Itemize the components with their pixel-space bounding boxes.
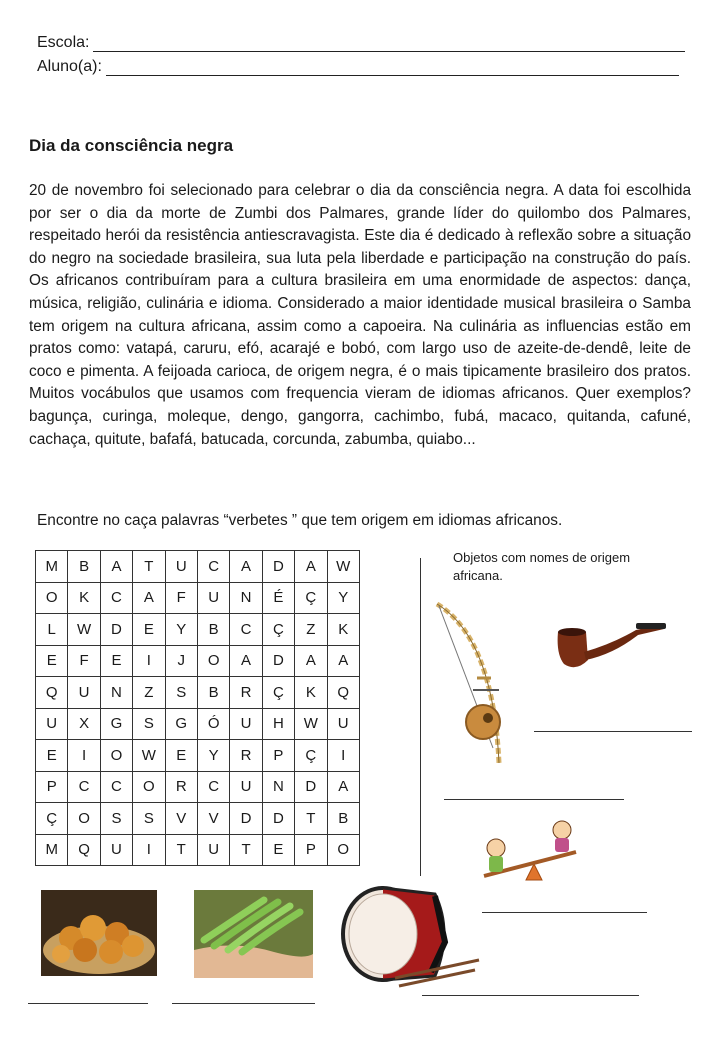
school-label: Escola: <box>37 34 90 51</box>
grid-cell[interactable]: V <box>165 803 197 835</box>
grid-cell[interactable]: A <box>230 645 262 677</box>
grid-cell[interactable]: A <box>100 551 132 583</box>
student-field-row <box>37 58 679 76</box>
objects-caption: Objetos com nomes de origem africana. <box>453 550 631 583</box>
grid-cell[interactable]: C <box>100 582 132 614</box>
grid-cell[interactable]: E <box>100 645 132 677</box>
grid-cell[interactable]: F <box>165 582 197 614</box>
body-paragraph: 20 de novembro foi selecionado para celebrar o dia da consciência negra. A data foi escolhida por ser o dia da morte de Zumbi dos Palmares, grande líder do quilombo dos Palmares, respeitado herói da resistência antiescravagista. Este dia é dedicado à reflexão sobre a situação do negro na sociedade brasileira, sua luta pela liberdade e participação na construção do país. Os africanos contribuíram para a cultura brasileira em uma enormidade de aspectos: dança, música, religião, culinária e idioma. Considerado a maior identidade musical brasileira o Samba tem origem na cultura africana, assim como a capoeira. Na culinária as influencias estão em pratos como: vatapá, caruru, efó, acarajé e bobó, com largo uso de azeite-de-dendê, leite de coco e pimenta. A feijoada carioca, de origem negra, é o mais tipicamente brasileiro dos pratos. Muitos vocábulos que usamos com frequencia vieram de idiomas africanos. Quer exemplos? bagunça, curinga, moleque, dengo, gangorra, cachimbo, fubá, macaco, quitanda, cafuné, cachaça, quitute, bafafá, batucada, corcunda, zabumba, quiabo... <box>29 182 691 448</box>
grid-cell[interactable]: U <box>230 708 262 740</box>
grid-cell[interactable]: Ç <box>295 582 327 614</box>
grid-cell[interactable]: R <box>165 771 197 803</box>
grid-cell[interactable]: S <box>100 803 132 835</box>
grid-cell[interactable]: D <box>100 614 132 646</box>
answer-line-acaraje[interactable] <box>28 1003 148 1004</box>
grid-cell[interactable]: A <box>133 582 165 614</box>
grid-cell[interactable]: O <box>327 834 359 866</box>
answer-line-berimbau[interactable] <box>444 799 624 800</box>
grid-row <box>36 677 360 709</box>
grid-cell[interactable]: S <box>133 708 165 740</box>
grid-cell[interactable]: A <box>295 551 327 583</box>
grid-cell[interactable]: Y <box>165 614 197 646</box>
grid-cell[interactable]: D <box>295 771 327 803</box>
grid-cell[interactable]: U <box>197 582 229 614</box>
grid-cell[interactable]: W <box>68 614 100 646</box>
grid-cell[interactable]: D <box>262 551 294 583</box>
grid-cell[interactable]: W <box>133 740 165 772</box>
grid-cell[interactable]: Ó <box>197 708 229 740</box>
grid-cell[interactable]: C <box>68 771 100 803</box>
grid-cell[interactable]: W <box>327 551 359 583</box>
grid-cell[interactable]: M <box>36 551 68 583</box>
grid-cell[interactable]: Y <box>197 740 229 772</box>
grid-cell[interactable]: S <box>133 803 165 835</box>
word-search-instruction: Encontre no caça palavras “verbetes ” que tem origem em idiomas africanos. <box>37 512 563 529</box>
grid-cell[interactable]: C <box>100 771 132 803</box>
drum-image <box>335 882 481 992</box>
grid-cell[interactable]: C <box>230 614 262 646</box>
grid-cell[interactable]: O <box>133 771 165 803</box>
grid-cell[interactable]: U <box>100 834 132 866</box>
seesaw-image <box>478 818 582 890</box>
grid-cell[interactable]: I <box>133 645 165 677</box>
grid-cell[interactable]: P <box>262 740 294 772</box>
grid-cell[interactable]: D <box>262 645 294 677</box>
grid-cell[interactable]: T <box>230 834 262 866</box>
berimbau-image <box>433 598 511 770</box>
grid-cell[interactable]: H <box>262 708 294 740</box>
grid-cell[interactable]: F <box>68 645 100 677</box>
grid-cell[interactable]: N <box>230 582 262 614</box>
grid-row <box>36 708 360 740</box>
grid-cell[interactable]: G <box>165 708 197 740</box>
grid-cell[interactable]: D <box>230 803 262 835</box>
school-input-line[interactable] <box>93 35 685 52</box>
grid-cell[interactable]: M <box>36 834 68 866</box>
grid-cell[interactable]: G <box>100 708 132 740</box>
grid-cell[interactable]: B <box>197 677 229 709</box>
grid-row <box>36 803 360 835</box>
grid-cell[interactable]: N <box>262 771 294 803</box>
grid-row <box>36 645 360 677</box>
grid-cell[interactable]: P <box>295 834 327 866</box>
grid-cell[interactable]: Ç <box>295 740 327 772</box>
grid-cell[interactable]: E <box>36 645 68 677</box>
grid-cell[interactable]: I <box>327 740 359 772</box>
grid-cell[interactable]: U <box>197 834 229 866</box>
answer-line-pipe[interactable] <box>534 731 692 732</box>
grid-cell[interactable]: K <box>295 677 327 709</box>
grid-cell[interactable]: W <box>295 708 327 740</box>
grid-cell[interactable]: T <box>295 803 327 835</box>
grid-cell[interactable]: R <box>230 677 262 709</box>
grid-cell[interactable]: O <box>197 645 229 677</box>
grid-cell[interactable]: O <box>68 803 100 835</box>
grid-cell[interactable]: Ç <box>262 677 294 709</box>
grid-cell[interactable]: É <box>262 582 294 614</box>
grid-cell[interactable]: V <box>197 803 229 835</box>
grid-cell[interactable]: K <box>327 614 359 646</box>
okra-image <box>194 890 313 978</box>
grid-cell[interactable]: P <box>36 771 68 803</box>
grid-cell[interactable]: R <box>230 740 262 772</box>
grid-cell[interactable]: Q <box>36 677 68 709</box>
grid-cell[interactable]: U <box>327 708 359 740</box>
grid-cell[interactable]: Y <box>327 582 359 614</box>
grid-cell[interactable]: Ç <box>36 803 68 835</box>
grid-row <box>36 740 360 772</box>
page-title: Dia da consciência negra <box>29 136 234 155</box>
grid-cell[interactable]: Q <box>327 677 359 709</box>
word-search-grid <box>35 550 360 866</box>
grid-cell[interactable]: B <box>197 614 229 646</box>
grid-cell[interactable]: I <box>133 834 165 866</box>
grid-cell[interactable]: N <box>100 677 132 709</box>
grid-cell[interactable]: U <box>68 677 100 709</box>
grid-cell[interactable]: X <box>68 708 100 740</box>
grid-cell[interactable]: U <box>165 551 197 583</box>
grid-cell[interactable]: J <box>165 645 197 677</box>
school-field-row <box>37 34 685 52</box>
answer-line-seesaw[interactable] <box>482 912 647 913</box>
grid-cell[interactable]: A <box>327 645 359 677</box>
grid-row <box>36 614 360 646</box>
grid-cell[interactable]: T <box>165 834 197 866</box>
grid-cell[interactable]: Z <box>295 614 327 646</box>
grid-cell[interactable]: Ç <box>262 614 294 646</box>
pipe-image <box>552 614 670 676</box>
grid-cell[interactable]: T <box>133 551 165 583</box>
grid-cell[interactable]: C <box>197 551 229 583</box>
grid-cell[interactable]: S <box>165 677 197 709</box>
grid-cell[interactable]: E <box>36 740 68 772</box>
grid-cell[interactable]: E <box>133 614 165 646</box>
grid-cell[interactable]: Z <box>133 677 165 709</box>
grid-cell[interactable]: K <box>68 582 100 614</box>
grid-cell[interactable]: O <box>100 740 132 772</box>
grid-row <box>36 771 360 803</box>
grid-cell[interactable]: I <box>68 740 100 772</box>
acaraje-image <box>41 890 157 976</box>
vertical-divider <box>420 558 421 876</box>
grid-row <box>36 834 360 866</box>
answer-line-okra[interactable] <box>172 1003 315 1004</box>
grid-cell[interactable]: A <box>295 645 327 677</box>
answer-line-drum[interactable] <box>422 995 639 996</box>
grid-cell[interactable]: B <box>68 551 100 583</box>
grid-cell[interactable]: E <box>165 740 197 772</box>
grid-cell[interactable]: U <box>230 771 262 803</box>
student-input-line[interactable] <box>106 59 679 76</box>
grid-row <box>36 551 360 583</box>
grid-cell[interactable]: C <box>197 771 229 803</box>
grid-cell[interactable]: A <box>230 551 262 583</box>
student-label: Aluno(a): <box>37 58 102 75</box>
grid-cell[interactable]: U <box>36 708 68 740</box>
grid-cell[interactable]: O <box>36 582 68 614</box>
grid-cell[interactable]: E <box>262 834 294 866</box>
grid-cell[interactable]: A <box>327 771 359 803</box>
grid-cell[interactable]: Q <box>68 834 100 866</box>
grid-cell[interactable]: B <box>327 803 359 835</box>
grid-cell[interactable]: D <box>262 803 294 835</box>
grid-row <box>36 582 360 614</box>
grid-cell[interactable]: L <box>36 614 68 646</box>
